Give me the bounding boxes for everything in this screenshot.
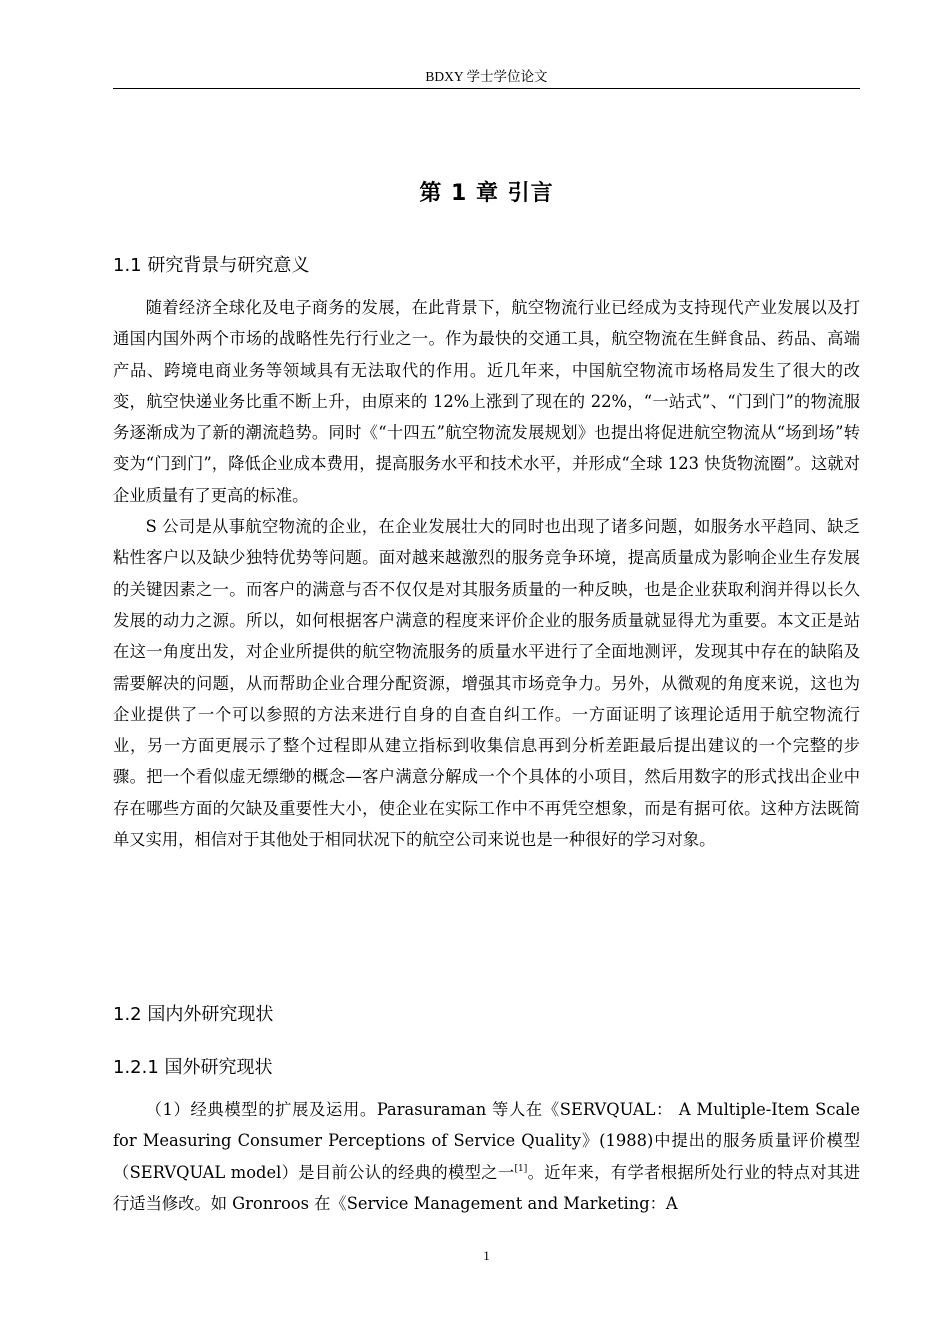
page-number: 1 xyxy=(483,1248,490,1263)
citation-mark: [1] xyxy=(514,1163,528,1174)
chapter-title: 第 1 章 引言 xyxy=(419,181,554,206)
paragraph-foreign-research xyxy=(113,1094,860,1219)
paragraph-text-after-citation: 。近年来，有学者根据所处行业的特点对其进行适当修改。如 Gronroos 在《Service Management and Marketing：A xyxy=(113,1162,860,1213)
section-1-2-1-body xyxy=(113,1094,860,1219)
section-heading-1-1: 1.1 研究背景与研究意义 xyxy=(113,255,310,276)
section-heading-1-2-1: 1.2.1 国外研究现状 xyxy=(113,1057,273,1078)
section-heading-1-2: 1.2 国内外研究现状 xyxy=(113,1004,274,1025)
paragraph-text-before-citation: （1）经典模型的扩展及运用。Parasuraman 等人在《SERVQUAL： A Multiple-Item Scale for Measuring Consumer Perceptions of Service Quality》(1988)中提出的服务质量评价模型（SERVQUAL model）是目前公认的经典的模型之一 xyxy=(113,1100,860,1182)
section-1-1-body xyxy=(113,292,860,855)
paragraph-significance: S 公司是从事航空物流的企业，在企业发展壮大的同时也出现了诸多问题，如服务水平趋同、缺乏粘性客户以及缺少独特优势等问题。面对越来越激烈的服务竞争环境，提高质量成为影响企业生存发展的关键因素之一。而客户的满意与否不仅仅是对其服务质量的一种反映，也是企业获取利润并得以长久发展的动力之源。所以，如何根据客户满意的程度来评价企业的服务质量就显得尤为重要。本文正是站在这一角度出发，对企业所提供的航空物流服务的质量水平进行了全面地测评，发现其中存在的缺陷及需要解决的问题，从而帮助企业合理分配资源，增强其市场竞争力。另外，从微观的角度来说，这也为企业提供了一个可以参照的方法来进行自身的自查自纠工作。一方面证明了该理论适用于航空物流行业，另一方面更展示了整个过程即从建立指标到收集信息再到分析差距最后提出建议的一个完整的步骤。把一个看似虚无缥缈的概念—客户满意分解成一个个具体的小项目，然后用数字的形式找出企业中存在哪些方面的欠缺及重要性大小，使企业在实际工作中不再凭空想象，而是有据可依。这种方法既简单又实用，相信对于其他处于相同状况下的航空公司来说也是一种很好的学习对象。 xyxy=(113,517,860,850)
page-header xyxy=(113,66,860,89)
thesis-header-title: BDXY 学士学位论文 xyxy=(425,69,548,84)
paragraph-background: 随着经济全球化及电子商务的发展，在此背景下，航空物流行业已经成为支持现代产业发展以及打通国内国外两个市场的战略性先行行业之一。作为最快的交通工具，航空物流在生鲜食品、药品、高端产品、跨境电商业务等领域具有无法取代的作用。近几年来，中国航空物流市场格局发生了很大的改变，航空快递业务比重不断上升，由原来的 12%上涨到了现在的 22%，“一站式”、“门到门”的物流服务逐渐成为了新的潮流趋势。同时《“十四五”航空物流发展规划》也提出将促进航空物流从“场到场”转变为“门到门”，降低企业成本费用，提高服务水平和技术水平，并形成“全球 123 快货物流圈”。这就对企业质量有了更高的标准。 xyxy=(113,298,860,505)
